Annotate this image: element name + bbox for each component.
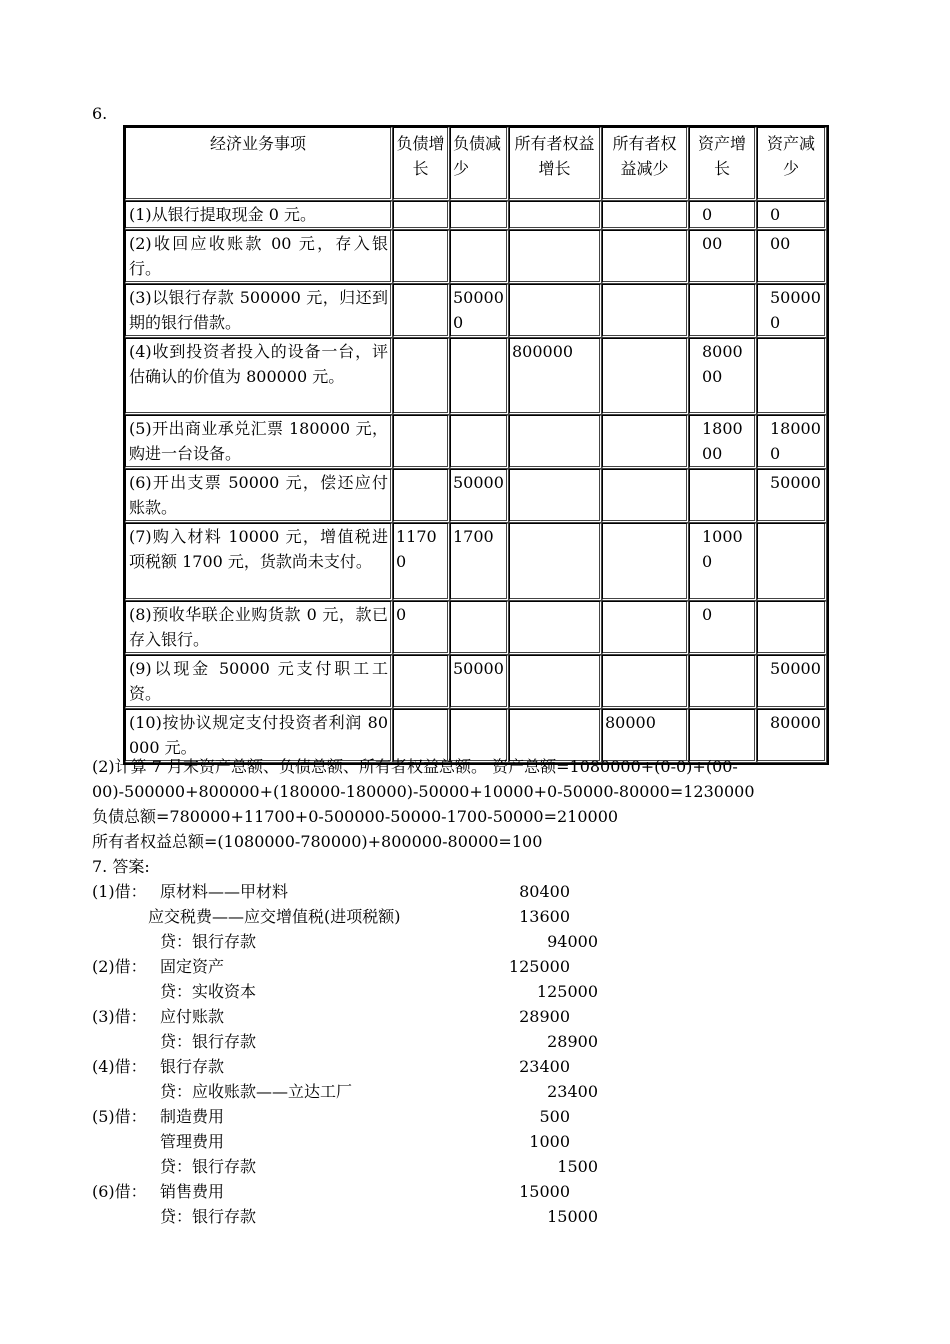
credit-amount: 28900 <box>547 1032 598 1051</box>
entry-account: 贷：银行存款 <box>160 932 257 951</box>
entry-account: 贷：实收资本 <box>160 982 257 1001</box>
liability-decrease-cell <box>450 201 509 230</box>
credit-amount: 94000 <box>547 932 598 951</box>
asset-decrease-cell: 50000 <box>757 655 827 709</box>
calculation-line: 00)-500000+800000+(180000-180000)-50000+10000+0-50000-80000=1230000 <box>92 782 755 801</box>
transaction-description: (5)开出商业承兑汇票 180000 元，购进一台设备。 <box>125 415 393 469</box>
credit-amount: 15000 <box>547 1207 598 1226</box>
entry-account: 应付账款 <box>160 1007 225 1026</box>
equity-decrease-cell: 80000 <box>602 709 689 763</box>
entry-account: 制造费用 <box>160 1107 225 1126</box>
credit-amount: 1500 <box>557 1157 598 1176</box>
equity-increase-cell <box>509 284 602 338</box>
calculation-line: 负债总额=780000+11700+0-500000-50000-1700-50000=210000 <box>92 807 619 826</box>
business-transactions-table <box>123 125 829 765</box>
table-row <box>125 284 827 338</box>
liability-decrease-cell: 500000 <box>450 284 509 338</box>
header-asset-increase: 资产增长 <box>689 127 757 201</box>
asset-increase-cell <box>689 284 757 338</box>
table-header-row <box>125 127 827 201</box>
entry-prefix: (2)借： <box>92 957 147 976</box>
liability-increase-cell <box>393 338 450 415</box>
asset-increase-cell: 10000 <box>689 523 757 601</box>
asset-decrease-cell <box>757 601 827 655</box>
asset-increase-cell <box>689 469 757 523</box>
header-equity-decrease: 所有者权益减少 <box>602 127 689 201</box>
entry-prefix: (6)借： <box>92 1182 147 1201</box>
entry-prefix: (4)借： <box>92 1057 147 1076</box>
debit-amount: 13600 <box>519 907 570 926</box>
debit-amount: 15000 <box>519 1182 570 1201</box>
transaction-description: (8)预收华联企业购货款 0 元，款已存入银行。 <box>125 601 393 655</box>
equity-increase-cell <box>509 655 602 709</box>
table-row <box>125 415 827 469</box>
liability-decrease-cell <box>450 415 509 469</box>
asset-decrease-cell: 180000 <box>757 415 827 469</box>
liability-increase-cell: 0 <box>393 601 450 655</box>
table-row <box>125 655 827 709</box>
asset-increase-cell <box>689 655 757 709</box>
transaction-description: (3)以银行存款 500000 元，归还到期的银行借款。 <box>125 284 393 338</box>
equity-decrease-cell <box>602 201 689 230</box>
entry-prefix: (1)借： <box>92 882 147 901</box>
entry-account: 管理费用 <box>160 1132 225 1151</box>
equity-increase-cell <box>509 601 602 655</box>
debit-amount: 80400 <box>519 882 570 901</box>
calculation-block <box>92 754 755 879</box>
equity-decrease-cell <box>602 338 689 415</box>
liability-decrease-cell: 50000 <box>450 655 509 709</box>
calculation-line: 所有者权益总额=(1080000-780000)+800000-80000=100 <box>92 832 543 851</box>
entry-account: 贷：银行存款 <box>160 1207 257 1226</box>
section-number-6: 6. <box>92 104 108 123</box>
liability-decrease-cell <box>450 230 509 284</box>
liability-increase-cell <box>393 284 450 338</box>
header-liability-decrease: 负债减少 <box>450 127 509 201</box>
header-asset-decrease: 资产减少 <box>757 127 827 201</box>
liability-increase-cell <box>393 469 450 523</box>
credit-amount: 23400 <box>547 1082 598 1101</box>
entry-account: 应交税费——应交增值税(进项税额) <box>148 907 401 926</box>
entry-account: 贷：银行存款 <box>160 1157 257 1176</box>
transaction-description: (9)以现金 50000 元支付职工工资。 <box>125 655 393 709</box>
transaction-description: (4)收到投资者投入的设备一台，评估确认的价值为 800000 元。 <box>125 338 393 415</box>
equity-decrease-cell <box>602 655 689 709</box>
table-row <box>125 201 827 230</box>
transaction-description: (6)开出支票 50000 元，偿还应付账款。 <box>125 469 393 523</box>
asset-increase-cell: 0 <box>689 601 757 655</box>
debit-amount: 28900 <box>519 1007 570 1026</box>
equity-decrease-cell <box>602 415 689 469</box>
equity-increase-cell <box>509 469 602 523</box>
equity-decrease-cell <box>602 284 689 338</box>
transaction-description: (7)购入材料 10000 元，增值税进项税额 1700 元，货款尚未支付。 <box>125 523 393 601</box>
section-7-heading: 7. 答案: <box>92 857 150 876</box>
entry-account: 销售费用 <box>160 1182 225 1201</box>
entry-prefix: (5)借： <box>92 1107 147 1126</box>
liability-decrease-cell: 50000 <box>450 469 509 523</box>
asset-increase-cell: 180000 <box>689 415 757 469</box>
header-equity-increase: 所有者权益增长 <box>509 127 602 201</box>
liability-decrease-cell <box>450 601 509 655</box>
header-business-item: 经济业务事项 <box>125 127 393 201</box>
transaction-description: (2)收回应收账款 00 元，存入银行。 <box>125 230 393 284</box>
asset-decrease-cell: 00 <box>757 230 827 284</box>
transaction-description: (10)按协议规定支付投资者利润 80000 元。 <box>125 709 393 763</box>
table-row <box>125 469 827 523</box>
equity-increase-cell <box>509 230 602 284</box>
entry-account: 原材料——甲材料 <box>160 882 289 901</box>
liability-increase-cell <box>393 201 450 230</box>
credit-amount: 125000 <box>536 982 598 1001</box>
debit-amount: 125000 <box>508 957 570 976</box>
liability-decrease-cell: 1700 <box>450 523 509 601</box>
equity-decrease-cell <box>602 230 689 284</box>
equity-increase-cell <box>509 415 602 469</box>
entry-account: 贷：银行存款 <box>160 1032 257 1051</box>
liability-decrease-cell <box>450 338 509 415</box>
entry-account: 固定资产 <box>160 957 225 976</box>
table-row <box>125 230 827 284</box>
equity-decrease-cell <box>602 469 689 523</box>
table-row <box>125 338 827 415</box>
asset-decrease-cell <box>757 338 827 415</box>
equity-increase-cell <box>509 201 602 230</box>
asset-increase-cell: 00 <box>689 230 757 284</box>
header-liability-increase: 负债增长 <box>393 127 450 201</box>
entry-prefix: (3)借： <box>92 1007 147 1026</box>
liability-increase-cell <box>393 655 450 709</box>
equity-decrease-cell <box>602 523 689 601</box>
asset-decrease-cell: 80000 <box>757 709 827 763</box>
equity-increase-cell <box>509 523 602 601</box>
asset-decrease-cell: 50000 <box>757 469 827 523</box>
debit-amount: 23400 <box>519 1057 570 1076</box>
liability-increase-cell <box>393 230 450 284</box>
asset-decrease-cell: 500000 <box>757 284 827 338</box>
asset-decrease-cell <box>757 523 827 601</box>
entry-account: 贷：应收账款——立达工厂 <box>160 1082 353 1101</box>
table-row <box>125 523 827 601</box>
asset-increase-cell: 800000 <box>689 338 757 415</box>
equity-increase-cell: 800000 <box>509 338 602 415</box>
transaction-description: (1)从银行提取现金 0 元。 <box>125 201 393 230</box>
table-row <box>125 601 827 655</box>
calculation-line: (2)计算 7 月末资产总额、负债总额、所有者权益总额。 资产总额=1080000+(0-0)+(00- <box>92 757 738 776</box>
asset-increase-cell: 0 <box>689 201 757 230</box>
debit-amount: 500 <box>539 1107 570 1126</box>
asset-decrease-cell: 0 <box>757 201 827 230</box>
debit-amount: 1000 <box>529 1132 570 1151</box>
liability-increase-cell: 11700 <box>393 523 450 601</box>
entry-account: 银行存款 <box>160 1057 225 1076</box>
equity-decrease-cell <box>602 601 689 655</box>
liability-increase-cell <box>393 415 450 469</box>
